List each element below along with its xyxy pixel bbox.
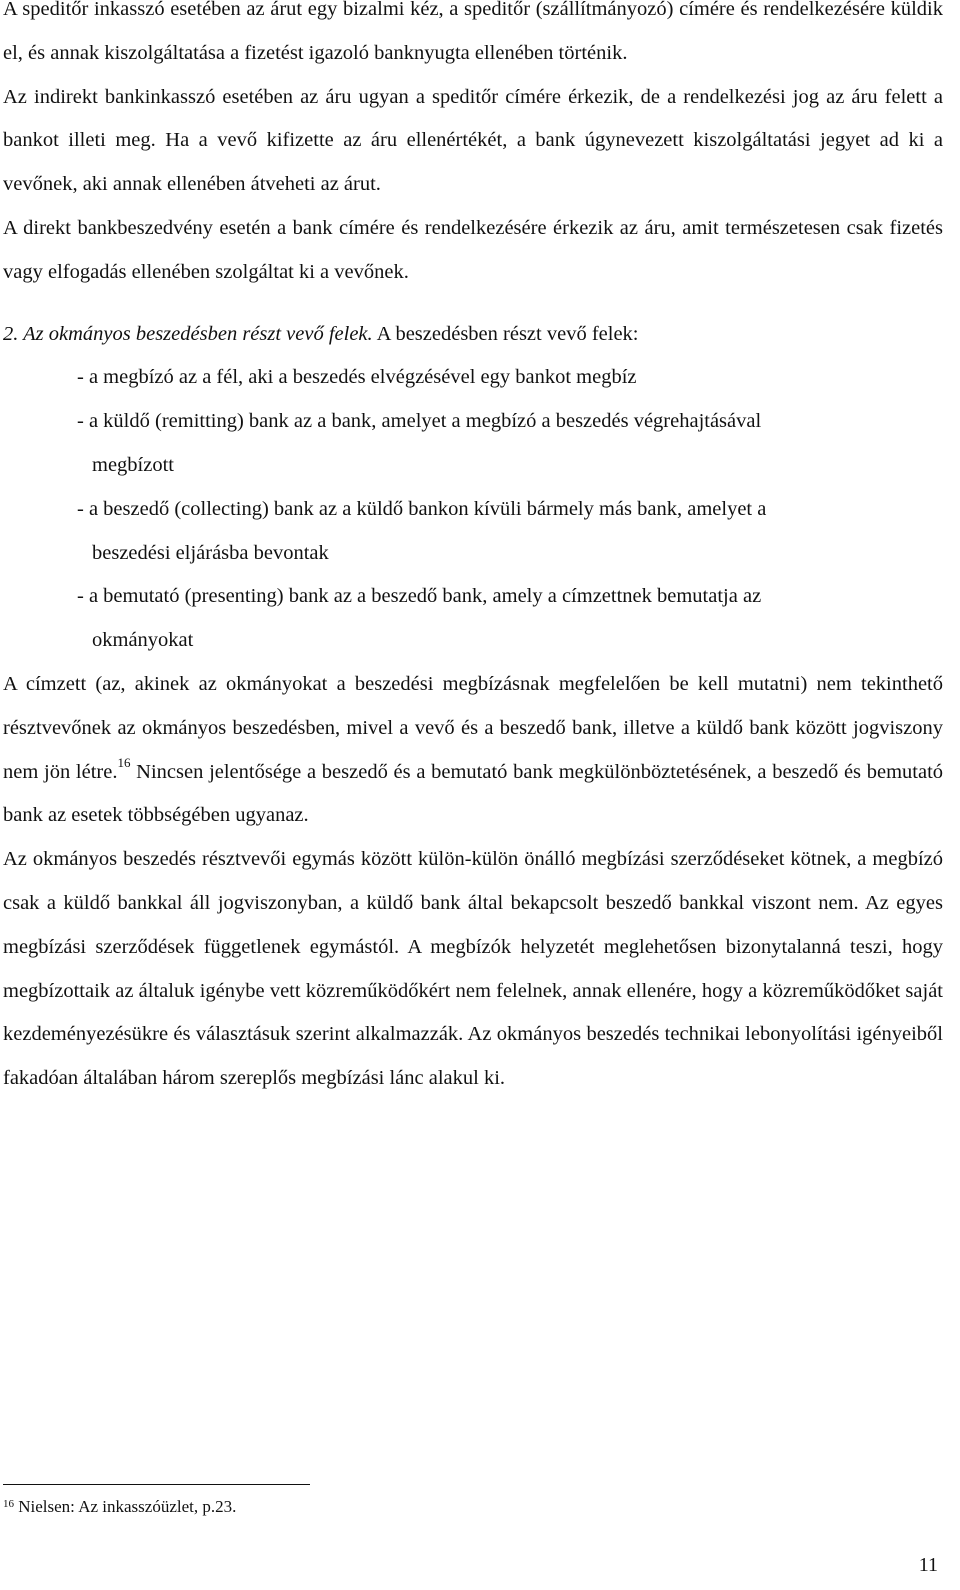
list-item-text: - a bemutató (presenting) bank az a beszedő bank, amely a címzettnek bemutatja az [77,585,762,608]
page-number: 11 [918,1554,938,1576]
list-item-beszedo-bank [77,488,943,576]
footnote [3,1496,236,1518]
list-item-text: - a megbízó az a fél, aki a beszedés elvégzésével egy bankot megbíz [77,366,637,389]
paragraph-text: Nincsen jelentősége a beszedő és a bemutató bank megkülönböztetésének, a beszedő és bemutató bank az esetek többségében ugyanaz. [3,760,944,827]
section-intro: A beszedésben részt vevő felek: [372,322,639,345]
paragraph-text: A címzett (az, akinek az okmányokat a beszedési megbízásnak megfelelően be kell mutatni) nem tekinthető résztvevőnek az okmányos beszedésben, mivel a vevő és a beszedő bank, illetve a küldő bank között jogviszony nem jön létre. [3,672,943,783]
footnote-divider [3,1484,310,1485]
section-participants [3,313,943,357]
document-page [3,0,943,1101]
list-item-continuation: okmányokat [92,629,194,652]
list-item-bemutato-bank [77,575,943,663]
footnote-reference[interactable]: 16 [117,754,131,770]
footnote-number: 16 [3,1498,14,1510]
paragraph-indirekt-bankinkasszo: Az indirekt bankinkasszó esetében az áru ugyan a speditőr címére érkezik, de a rendelkezési jog az áru felett a bankot illeti meg. Ha a vevő kifizette az áru ellenértékét, a bank úgynevezett kiszolgáltatási jegyet ad ki a vevőnek, aki annak ellenében átveheti az árut. [3,85,943,196]
list-item-megbizo [77,356,943,400]
paragraph-cimzett [3,663,943,838]
list-item-kuldo-bank [77,400,943,488]
list-item-text: - a beszedő (collecting) bank az a küldő bankon kívüli bármely más bank, amelyet a [77,497,767,520]
list-item-text: - a küldő (remitting) bank az a bank, amelyet a megbízó a beszedés végrehajtásával [77,410,762,433]
paragraph-direkt-bankbeszedveny: A direkt bankbeszedvény esetén a bank címére és rendelkezésére érkezik az áru, amit természetesen csak fizetés vagy elfogadás ellenében szolgáltat ki a vevőnek. [3,216,943,283]
section-heading: 2. Az okmányos beszedésben részt vevő felek. [3,322,373,345]
paragraph-resztvevok-szerzodesei: Az okmányos beszedés résztvevői egymás között külön-külön önálló megbízási szerződéseket kötnek, a megbízó csak a küldő bankkal áll jogviszonyban, a küldő bank által bekapcsolt beszedő bankkal viszont nem. Az egyes megbízási szerződések függetlenek egymástól. A megbízók helyzetét meglehetősen bizonytalanná teszi, hogy megbízottaik az általuk igénybe vett közreműködőkért nem felelnek, annak ellenére, hogy a közreműködőket saját kezdeményezésükre és választásuk szerint alkalmazzák. Az okmányos beszedés technikai lebonyolítási igényeiből fakadóan általában három szereplős megbízási lánc alakul ki. [3,848,943,1090]
participants-list [3,356,943,663]
footnote-text: Nielsen: Az inkasszóüzlet, p.23. [14,1497,237,1516]
list-item-continuation: megbízott [92,453,174,476]
paragraph-speditor-inkasszo: A speditőr inkasszó esetében az árut egy bizalmi kéz, a speditőr (szállítmányozó) címére és rendelkezésére küldik el, és annak kiszolgáltatása a fizetést igazoló banknyugta ellenében történik. [3,0,943,64]
list-item-continuation: beszedési eljárásba bevontak [92,541,329,564]
